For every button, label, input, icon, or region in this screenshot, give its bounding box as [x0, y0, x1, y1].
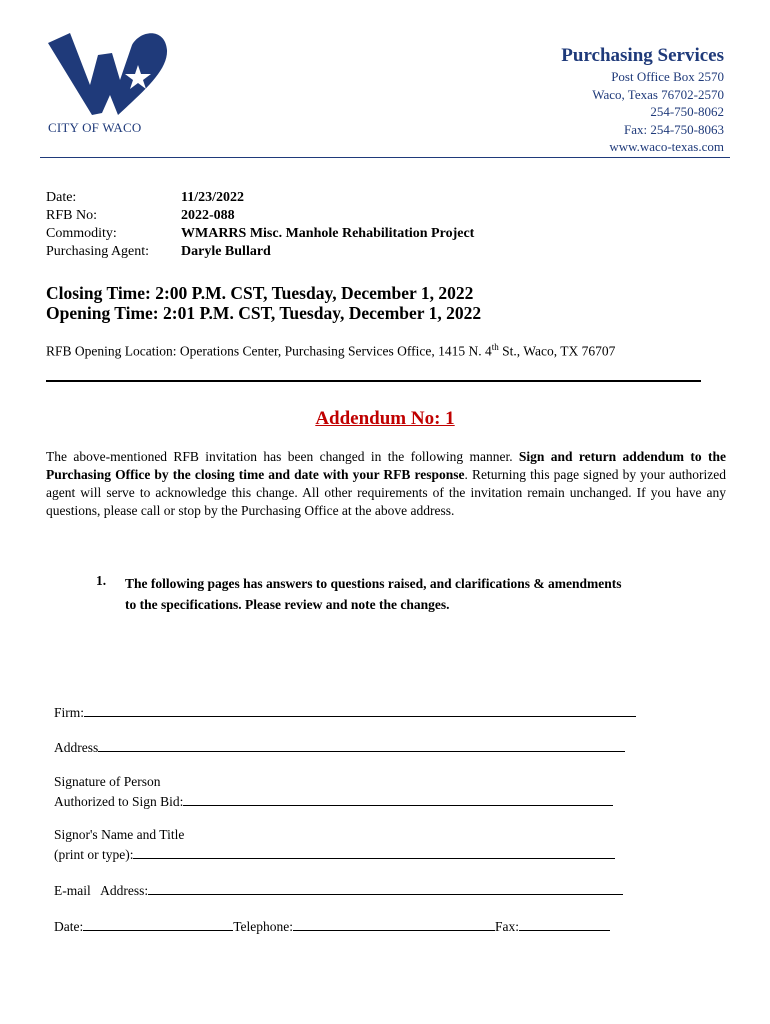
fax-line: Fax: 254-750-8063 [623, 121, 724, 137]
signature-label-2: Authorized to Sign Bid: [54, 794, 184, 809]
email-field[interactable] [148, 880, 623, 895]
closing-time: Closing Time: 2:00 P.M. CST, Tuesday, December 1, 2022 [46, 283, 474, 303]
website-link[interactable]: www.waco-texas.com [609, 139, 724, 154]
date-field[interactable] [83, 916, 233, 931]
location-suffix: St., Waco, TX 76707 [498, 343, 616, 359]
opening-location [46, 342, 615, 360]
commodity-label: Commodity: [46, 226, 117, 241]
fax-field[interactable] [519, 916, 610, 931]
email-row [54, 880, 623, 900]
firm-row [54, 702, 636, 722]
location-prefix: RFB Opening Location: Operations Center, Purchasing Services Office, 1415 N. 4 [46, 343, 492, 359]
rfb-value: 2022-088 [181, 208, 235, 223]
para-text: The above-mentioned RFB invitation has been changed in the following manner. [46, 449, 519, 464]
date-value: 11/23/2022 [181, 190, 245, 205]
address-field[interactable] [98, 737, 625, 752]
times-block [46, 283, 481, 323]
address-label: Address [54, 740, 99, 755]
header-divider [40, 157, 730, 158]
signor-row [54, 826, 615, 864]
para-text-end: . Returning this page signed by your authorized agent will serve to acknowledge this change. All other requirements of the invitation remain unchanged. If you have any questions, please call or stop by the Purchasing Office at the above address. [46, 467, 726, 518]
signature-row [54, 773, 613, 811]
agent-label: Purchasing Agent: [46, 244, 150, 259]
firm-field[interactable] [84, 702, 636, 717]
date-field-label: Date: [54, 919, 84, 934]
contact-row [54, 916, 610, 936]
telephone-field[interactable] [293, 916, 495, 931]
phone-line: 254-750-8062 [650, 104, 724, 119]
signature-label-1: Signature of Person [54, 774, 161, 789]
department-title: Purchasing Services [561, 45, 724, 66]
addendum-paragraph [46, 448, 726, 520]
city-of-waco-logo [40, 25, 170, 135]
signor-label-2: (print or type): [54, 847, 134, 862]
fax-label: Fax: [495, 919, 520, 934]
waco-w-heart-icon [40, 25, 170, 125]
signor-label-1: Signor's Name and Title [54, 827, 185, 842]
address-line: Post Office Box 2570 [611, 69, 724, 84]
addendum-heading [0, 408, 770, 430]
signature-field[interactable] [183, 791, 613, 806]
opening-time: Opening Time: 2:01 P.M. CST, Tuesday, December 1, 2022 [46, 303, 482, 323]
department-address [592, 68, 724, 156]
rfb-label: RFB No: [46, 208, 97, 223]
email-label: E-mail Address: [54, 883, 149, 898]
para-bold-text: Sign and return addendum to the Purchasing Office by the closing time and date with your RFB response [46, 449, 726, 482]
commodity-value: WMARRS Misc. Manhole Rehabilitation Project [181, 226, 475, 241]
address-row [54, 737, 625, 757]
telephone-label: Telephone: [233, 919, 294, 934]
city-name: CITY OF WACO [48, 120, 142, 135]
location-superscript: th [491, 342, 499, 352]
firm-label: Firm: [54, 705, 85, 720]
section-divider [46, 380, 701, 382]
item-number: 1. [96, 573, 107, 588]
signor-field[interactable] [133, 844, 615, 859]
address-line: Waco, Texas 76702-2570 [592, 86, 724, 102]
addendum-title: Addendum No: 1 [315, 408, 455, 429]
item-text: The following pages has answers to questions raised, and clarifications & amendments to the specifications. Please review and note the changes. [125, 576, 622, 612]
date-label: Date: [46, 190, 77, 205]
agent-value: Daryle Bullard [181, 244, 271, 259]
